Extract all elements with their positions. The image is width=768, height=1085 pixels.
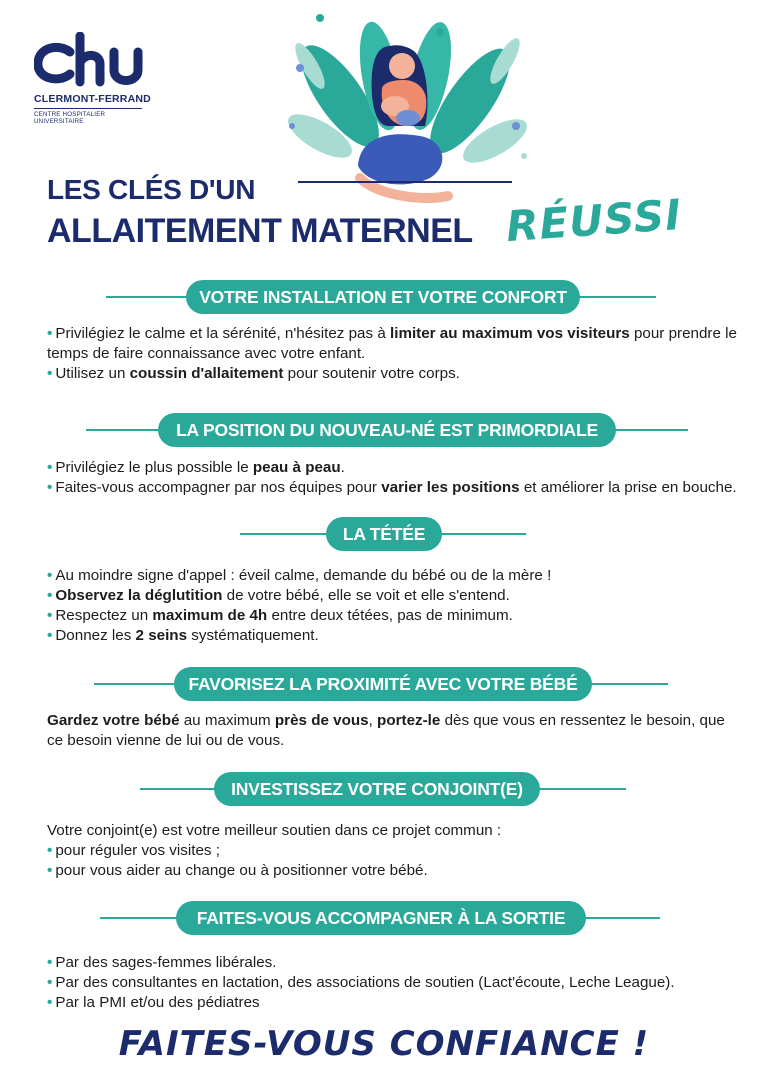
section-pill: LA POSITION DU NOUVEAU-NÉ EST PRIMORDIALE <box>158 413 616 447</box>
bullet-icon: • <box>47 862 53 879</box>
section-body-proximite <box>47 711 737 751</box>
bullet-item: • pour vous aider au change ou à positionner votre bébé. <box>47 862 428 879</box>
title-line-1: LES CLÉS D'UN <box>47 174 256 205</box>
bullet-item: • Par la PMI et/ou des pédiatres <box>47 994 260 1011</box>
section-pill: LA TÉTÉE <box>326 517 442 551</box>
section-heading-position <box>0 413 768 447</box>
bullet-item: • Observez la déglutition de votre bébé, elle se voit et elle s'entend. <box>47 587 510 604</box>
paragraph: Gardez votre bébé au maximum près de vous, portez-le dès que vous en ressentez le besoin, que ce besoin vienne de lui ou de vous. <box>47 712 725 749</box>
bullet-icon: • <box>47 325 53 342</box>
chu-logo <box>34 32 152 125</box>
bullet-icon: • <box>47 954 53 971</box>
logo-subtitle: CENTRE HOSPITALIER UNIVERSITAIRE <box>34 111 106 125</box>
bullet-icon: • <box>47 587 53 604</box>
bullet-item: • Utilisez un coussin d'allaitement pour soutenir votre corps. <box>47 365 460 382</box>
section-heading-proximite <box>0 667 768 701</box>
bullet-item: • Par des sages-femmes libérales. <box>47 954 277 971</box>
section-heading-tetee <box>0 517 768 551</box>
section-pill: FAITES-VOUS ACCOMPAGNER À LA SORTIE <box>176 901 586 935</box>
bullet-icon: • <box>47 365 53 382</box>
section-pill: FAVORISEZ LA PROXIMITÉ AVEC VOTRE BÉBÉ <box>174 667 592 701</box>
bullet-item: • pour réguler vos visites ; <box>47 842 220 859</box>
bullet-item: • Faites-vous accompagner par nos équipes pour varier les positions et améliorer la prise en bouche. <box>47 479 737 496</box>
bullet-icon: • <box>47 994 53 1011</box>
section-body-conjoint <box>47 821 737 881</box>
bullet-icon: • <box>47 479 53 496</box>
bullet-icon: • <box>47 567 53 584</box>
bullet-item: • Respectez un maximum de 4h entre deux tétées, pas de minimum. <box>47 607 513 624</box>
section-body-position <box>47 458 737 498</box>
bullet-icon: • <box>47 627 53 644</box>
section-body-sortie <box>47 953 737 1013</box>
bullet-icon: • <box>47 459 53 476</box>
section-pill: VOTRE INSTALLATION ET VOTRE CONFORT <box>186 280 580 314</box>
footer-slogan: FAITES-VOUS CONFIANCE ! <box>118 1024 650 1064</box>
bullet-item: • Privilégiez le calme et la sérénité, n'hésitez pas à limiter au maximum vos visiteurs pour prendre le temps de faire connaissance avec votre enfant. <box>47 325 737 362</box>
logo-rule <box>34 108 142 109</box>
title-accent: RÉUSSI <box>504 189 684 252</box>
section-pill: INVESTISSEZ VOTRE CONJOINT(E) <box>214 772 540 806</box>
paragraph: Votre conjoint(e) est votre meilleur soutien dans ce projet commun : <box>47 822 502 839</box>
section-heading-installation <box>0 280 768 314</box>
section-heading-conjoint <box>0 772 768 806</box>
bullet-icon: • <box>47 607 53 624</box>
chu-logo-mark <box>34 32 146 90</box>
bullet-item: • Privilégiez le plus possible le peau à peau. <box>47 459 345 476</box>
bullet-icon: • <box>47 974 53 991</box>
section-body-installation <box>47 324 737 384</box>
section-heading-sortie <box>0 901 768 935</box>
title-line-2: ALLAITEMENT MATERNEL <box>47 212 473 250</box>
bullet-item: • Au moindre signe d'appel : éveil calme, demande du bébé ou de la mère ! <box>47 567 552 584</box>
breastfeeding-illustration <box>280 6 530 206</box>
section-body-tetee <box>47 566 737 646</box>
bullet-item: • Donnez les 2 seins systématiquement. <box>47 627 319 644</box>
bullet-item: • Par des consultantes en lactation, des associations de soutien (Lact'écoute, Leche League). <box>47 974 675 991</box>
bullet-icon: • <box>47 842 53 859</box>
logo-city: CLERMONT-FERRAND <box>34 93 151 105</box>
